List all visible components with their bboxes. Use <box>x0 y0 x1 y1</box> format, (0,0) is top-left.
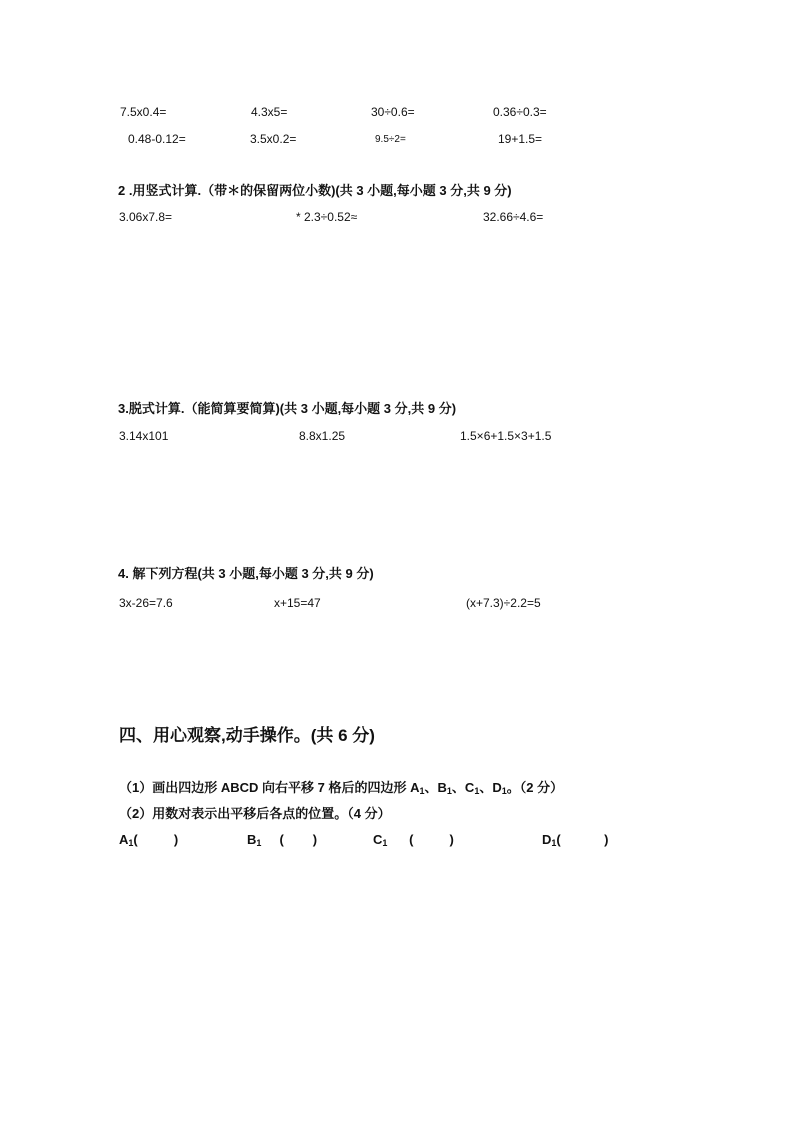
instruction-2: （2）用数对表示出平移后各点的位置。（4 分） <box>119 806 391 821</box>
q2-item-2: * 2.3÷0.52≈ <box>296 210 358 224</box>
oral-item-3: 30÷0.6= <box>371 105 415 119</box>
instruction-1: （1）画出四边形 ABCD 向右平移 7 格后的四边形 $A_1$、$B_1$、$C_1$、$D_1$。（2 分） <box>119 780 564 796</box>
q2-item-3: 32.66÷4.6= <box>483 210 544 224</box>
q4-item-1: 3x-26=7.6 <box>119 596 173 610</box>
q4-item-3: (x+7.3)÷2.2=5 <box>466 596 541 610</box>
oral-item-4: 0.36÷0.3= <box>493 105 547 119</box>
oral-item-1: 7.5x0.4= <box>120 105 167 119</box>
blank-a1-parens: ( ) <box>133 832 179 847</box>
q3-item-1: 3.14x101 <box>119 429 169 443</box>
q3-item-2: 8.8x1.25 <box>299 429 346 443</box>
blank-a1[interactable]: $A_1$( ) <box>119 832 179 848</box>
blank-d1-parens: ( ) <box>556 832 609 847</box>
section-4-title: 四、用心观察,动手操作。(共 6 分) <box>119 726 375 745</box>
q2-heading: 2 .用竖式计算.（带＊的保留两位小数)(共 3 小题,每小题 3 分,共 9 分) <box>118 183 512 198</box>
q4-item-2: x+15=47 <box>274 596 321 610</box>
oral-item-2: 4.3x5= <box>251 105 288 119</box>
q4-heading: 4. 解下列方程(共 3 小题,每小题 3 分,共 9 分) <box>118 566 374 581</box>
oral-item-5: 0.48-0.12= <box>128 132 186 146</box>
oral-item-7: 9.5÷2= <box>375 134 406 145</box>
blank-d1[interactable]: $D_1$( ) <box>542 832 609 848</box>
blank-c1-parens: ( ) <box>409 832 454 847</box>
blank-c1[interactable]: $C_1$ ( ) <box>373 832 454 848</box>
blank-b1[interactable]: $B_1$ ( ) <box>247 832 318 848</box>
q3-item-3: 1.5×6+1.5×3+1.5 <box>460 429 552 443</box>
q2-item-1: 3.06x7.8= <box>119 210 173 224</box>
blank-b1-parens: ( ) <box>279 832 318 847</box>
oral-item-8: 19+1.5= <box>498 132 543 146</box>
q3-heading: 3.脱式计算.（能简算要简算)(共 3 小题,每小题 3 分,共 9 分) <box>118 401 457 416</box>
oral-item-6: 3.5x0.2= <box>250 132 297 146</box>
instruction-1-text: （1）画出四边形 ABCD 向右平移 7 格后的四边形 A <box>119 780 420 795</box>
